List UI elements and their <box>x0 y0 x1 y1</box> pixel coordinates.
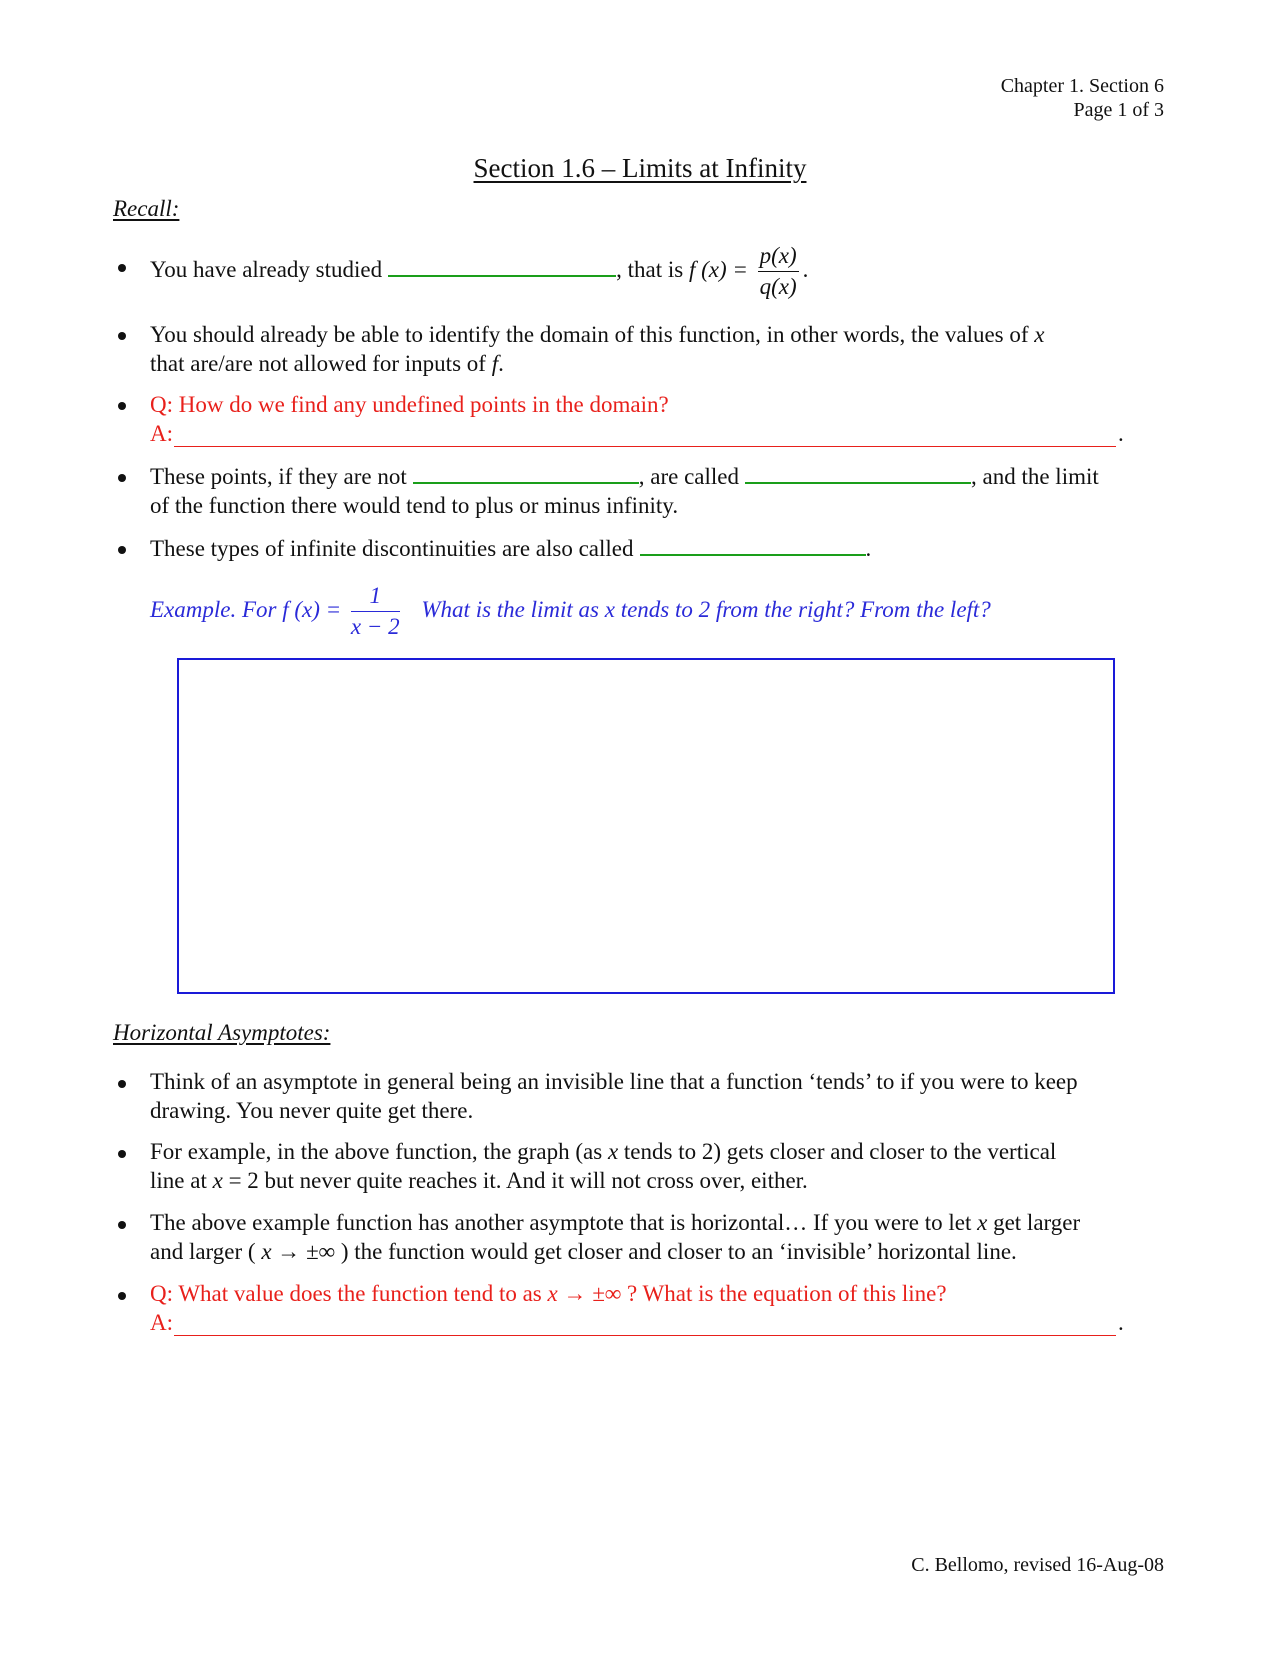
denominator: q(x) <box>759 274 797 300</box>
answer-label: A: <box>150 421 173 446</box>
text: that are/are not allowed for inputs of <box>150 351 492 376</box>
bullet-dot <box>118 546 126 554</box>
text: Think of an asymptote in general being an invisible line that a function ‘tends’ to if you were to keep <box>150 1069 1078 1094</box>
recall-bullet-2 <box>150 320 1045 378</box>
text: get larger <box>987 1210 1081 1235</box>
denominator: x − 2 <box>350 614 400 640</box>
text: ? What is the equation of this line? <box>621 1281 947 1306</box>
answer-blank[interactable] <box>640 536 866 556</box>
bullet-dot <box>118 402 126 410</box>
recall-bullet-4 <box>150 462 1099 520</box>
horizontal-bullet-3 <box>150 1208 1080 1266</box>
text: tends to 2) gets closer and closer to the vertical <box>618 1139 1057 1164</box>
variable: x <box>212 1168 223 1193</box>
text: line at <box>150 1168 213 1193</box>
work-area-box[interactable] <box>177 658 1115 994</box>
text: These types of infinite discontinuities are also called <box>150 536 634 561</box>
bullet-dot <box>118 264 126 272</box>
variable: x <box>1034 322 1045 347</box>
text: , and the limit <box>971 464 1099 489</box>
variable: x <box>977 1210 988 1235</box>
bullet-dot <box>118 1292 126 1300</box>
text: . <box>802 257 809 282</box>
recall-label: Recall: <box>113 196 180 221</box>
bullet-dot <box>118 1080 126 1088</box>
text: , are called <box>638 464 739 489</box>
text: , that is <box>616 257 689 282</box>
numerator: p(x) <box>758 241 799 272</box>
text: You have already studied <box>150 257 383 282</box>
text: You should already be able to identify the domain of this function, in other words, the values of <box>150 322 1035 347</box>
answer-blank[interactable] <box>745 464 971 484</box>
numerator: 1 <box>351 581 400 612</box>
text: = 2 but never quite reaches it. And it will not cross over, either. <box>222 1168 808 1193</box>
text: Q: What value does the function tend to as <box>150 1281 548 1306</box>
example-question: What is the limit as x tends to 2 from the right? From the left? <box>421 597 991 622</box>
answer-line[interactable] <box>174 1335 1116 1336</box>
horizontal-asymptotes-label: Horizontal Asymptotes: <box>113 1020 331 1045</box>
function-lhs: f (x) = <box>282 597 342 622</box>
bullet-dot <box>118 332 126 340</box>
text: drawing. You never quite get there. <box>150 1098 474 1123</box>
question-horizontal-value <box>150 1279 947 1308</box>
text: These points, if they are not <box>150 464 407 489</box>
text: of the function there would tend to plus or minus infinity. <box>150 493 679 518</box>
horizontal-bullet-1 <box>150 1067 1078 1125</box>
page-number: Page 1 of 3 <box>1073 99 1164 121</box>
answer-blank[interactable] <box>388 257 616 277</box>
period: . <box>1118 421 1124 446</box>
variable: x <box>607 1139 619 1164</box>
fraction <box>758 241 799 302</box>
answer-line[interactable] <box>174 446 1116 447</box>
period: . <box>1118 1310 1124 1335</box>
example-prompt <box>150 580 991 642</box>
answer-blank[interactable] <box>413 464 639 484</box>
page-title: Section 1.6 – Limits at Infinity <box>473 153 807 183</box>
question-undefined-points: Q: How do we find any undefined points in the domain? <box>150 392 669 417</box>
bullet-dot <box>118 474 126 482</box>
recall-bullet-5 <box>150 534 871 563</box>
footer-credit: C. Bellomo, revised 16-Aug-08 <box>911 1554 1164 1576</box>
bullet-dot <box>118 1221 126 1229</box>
horizontal-bullet-2 <box>150 1137 1056 1195</box>
variable: f <box>491 351 499 376</box>
text: ) the function would get closer and closer to an ‘invisible’ horizontal line. <box>335 1239 1017 1264</box>
fraction <box>351 581 400 642</box>
text: . <box>865 536 872 561</box>
text: For example, in the above function, the graph (as <box>150 1139 608 1164</box>
chapter-header: Chapter 1. Section 6 <box>1000 75 1164 97</box>
text: . <box>498 351 504 376</box>
text: and larger ( <box>150 1239 262 1264</box>
text: The above example function has another asymptote that is horizontal… If you were to let <box>150 1210 978 1235</box>
function-lhs: f (x) = <box>688 257 748 282</box>
text: Example. For <box>150 597 283 622</box>
answer-label: A: <box>150 1310 173 1335</box>
recall-bullet-1 <box>150 240 808 302</box>
bullet-dot <box>118 1150 126 1158</box>
limit-expression: x → ±∞ <box>261 1239 336 1264</box>
limit-expression: x → ±∞ <box>547 1281 622 1306</box>
